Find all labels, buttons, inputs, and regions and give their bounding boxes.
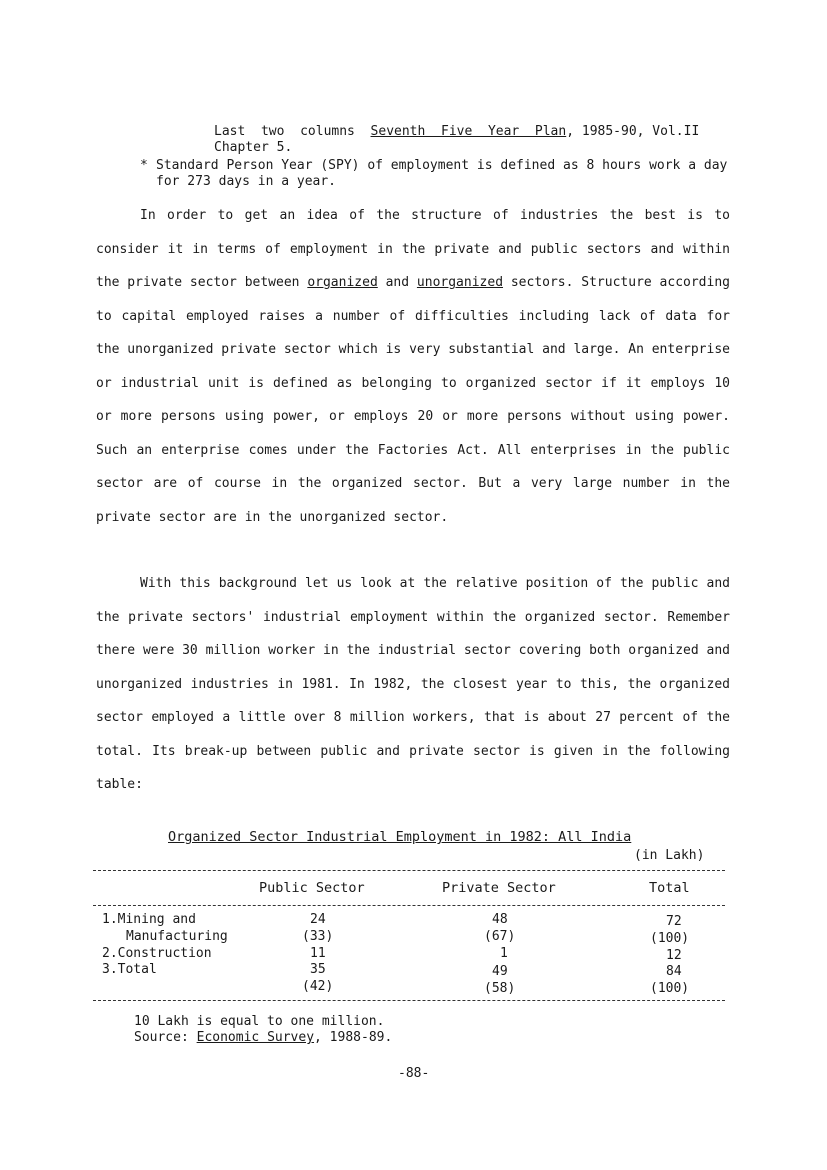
cell-total: 12 [666, 948, 682, 963]
cell-private-pct: (67) [484, 929, 516, 944]
footnote-source-title: Seventh Five Year Plan [370, 124, 567, 139]
cell-public: 24 [310, 912, 326, 927]
source-prefix: Source: [134, 1030, 197, 1045]
note-source [134, 1030, 392, 1045]
cell-total-pct: (100) [650, 981, 690, 996]
table-rule-top [93, 870, 725, 871]
cell-private: 48 [492, 912, 508, 927]
row-label: 2.Construction [102, 946, 212, 961]
cell-public-pct: (33) [302, 929, 334, 944]
paragraph-2 [96, 567, 730, 802]
paragraph-2-text: With this background let us look at the relative position of the public and the private sectors' industrial employment within the organized sector. Remember there were 30 million worker in the industrial sector covering both organized and unorganized industries in 1981. In 1982, the closest year to this, the organized sector employed a little over 8 million workers, that is about 27 percent of the total. Its break-up between public and private sector is given in the following table: [96, 576, 730, 792]
source-suffix: , 1988-89. [314, 1030, 393, 1045]
page-number: -88- [398, 1066, 430, 1081]
header-total: Total [649, 880, 690, 896]
footnote-spy [140, 158, 740, 190]
term-organized: organized [307, 275, 378, 290]
table-title: Organized Sector Industrial Employment in 1982: All India [168, 829, 632, 845]
source-title: Economic Survey [196, 1030, 315, 1045]
footnote-prefix: Last two columns [214, 124, 371, 139]
cell-total: 84 [666, 964, 682, 979]
note-lakh: 10 Lakh is equal to one million. [134, 1014, 385, 1029]
table-rule-header [93, 905, 725, 906]
and-word: and [385, 275, 410, 290]
paragraph-1 [96, 199, 730, 534]
cell-private-pct: (58) [484, 981, 516, 996]
footnote-chapter: Chapter 5. [214, 140, 293, 155]
cell-public: 11 [310, 946, 326, 961]
header-public-sector: Public Sector [259, 880, 365, 896]
row-label-cont: Manufacturing [126, 929, 228, 944]
table-unit: (in Lakh) [634, 848, 705, 863]
cell-total: 72 [666, 914, 682, 929]
term-unorganized: unorganized [416, 275, 504, 290]
footnote-spy-text: Standard Person Year (SPY) of employment is defined as 8 hours work a day for 273 days in a year. [156, 158, 728, 189]
cell-private: 49 [492, 964, 508, 979]
row-label: 1.Mining and [102, 912, 196, 927]
cell-private: 1 [500, 946, 508, 961]
footnote-star: * [140, 158, 148, 173]
cell-total-pct: (100) [650, 931, 690, 946]
footnote-source [214, 124, 699, 156]
footnote-suffix: , 1985-90, Vol.II [566, 124, 700, 139]
header-private-sector: Private Sector [442, 880, 556, 896]
cell-public: 35 [310, 962, 326, 977]
paragraph-1-part2: sectors. Structure according to capital employed raises a number of difficulties including lack of data for the unorganized private sector which is very substantial and large. An enterprise or industrial unit is defined as belonging to organized sector if it employs 10 or more persons using power, or employs 20 or more persons without using power. Such an enterprise comes under the Factories Act. All enterprises in the public sector are of course in the organized sector. But a very large number in the private sector are in the unorganized sector. [96, 275, 730, 525]
table-rule-bottom [93, 1000, 725, 1001]
row-label: 3.Total [102, 962, 157, 977]
cell-public-pct: (42) [302, 979, 334, 994]
paragraph-1-part1: In order to get an idea of the structure of industries the best is to consider it in terms of employment in the private and public sectors and within the private sector between [96, 208, 730, 290]
